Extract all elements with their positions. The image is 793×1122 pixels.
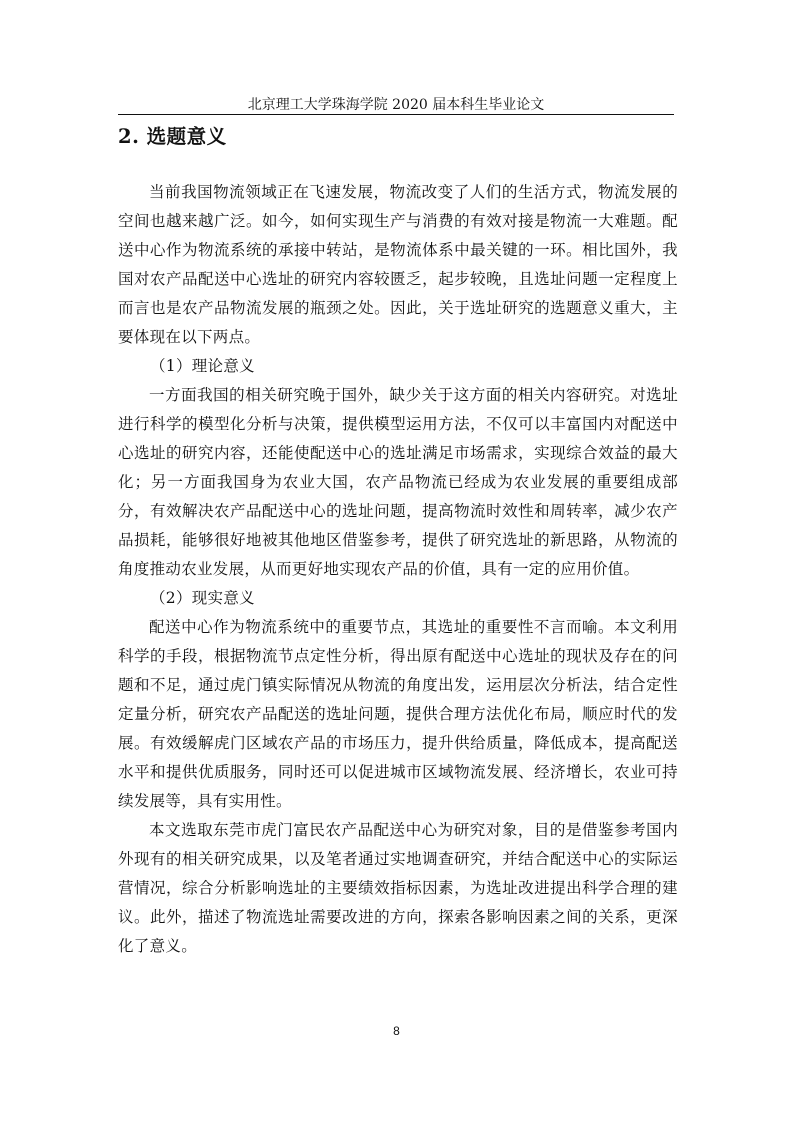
header-divider xyxy=(118,114,674,115)
theory-paragraph: 一方面我国的相关研究晚于国外，缺少关于这方面的相关内容研究。对选址进行科学的模型化分析与决策，提供模型运用方法，不仅可以丰富国内对配送中心选址的研究内容，还能使配送中心的选址满足市场需求，实现综合效益的最大化；另一方面我国身为农业大国，农产品物流已经成为农业发展的重要组成部分，有效解决农产品配送中心的选址问题，提高物流时效性和周转率，减少农产品损耗，能够很好地被其他地区借鉴参考，提供了研究选址的新思路，从物流的角度推动农业发展，从而更好地实现农产品的价值，具有一定的应用价值。 xyxy=(118,386,678,578)
practice-paragraph: 配送中心作为物流系统中的重要节点，其选址的重要性不言而喻。本文利用科学的手段，根据物流节点定性分析，得出原有配送中心选址的现状及存在的问题和不足，通过虎门镇实际情况从物流的角度出发，运用层次分析法，结合定性定量分析，研究农产品配送的选址问题，提供合理方法优化布局，顺应时代的发展。有效缓解虎门区域农产品的市场压力，提升供给质量，降低成本，提高配送水平和提供优质服务，同时还可以促进城市区域物流发展、经济增长，农业可持续发展等，具有实用性。 xyxy=(118,618,678,810)
subheading-theory: （1）理论意义 xyxy=(150,357,255,375)
conclusion-paragraph: 本文选取东莞市虎门富民农产品配送中心为研究对象，目的是借鉴参考国内外现有的相关研究成果，以及笔者通过实地调查研究，并结合配送中心的实际运营情况，综合分析影响选址的主要绩效指标因素，为选址改进提出科学合理的建议。此外，描述了物流选址需要改进的方向，探索各影响因素之间的关系，更深化了意义。 xyxy=(118,821,678,955)
page-header: 北京理工大学珠海学院 2020 届本科生毕业论文 xyxy=(247,97,545,113)
subheading-practice: （2）现实意义 xyxy=(150,589,255,607)
section-title: 2. 选题意义 xyxy=(118,125,227,148)
body-text xyxy=(118,178,678,961)
intro-paragraph: 当前我国物流领域正在飞速发展，物流改变了人们的生活方式，物流发展的空间也越来越广泛。如今，如何实现生产与消费的有效对接是物流一大难题。配送中心作为物流系统的承接中转站，是物流体系中最关键的一环。相比国外，我国对农产品配送中心选址的研究内容较匮乏，起步较晚，且选址问题一定程度上而言也是农产品物流发展的瓶颈之处。因此，关于选址研究的选题意义重大，主要体现在以下两点。 xyxy=(118,183,678,346)
page-number: 8 xyxy=(393,1024,400,1038)
